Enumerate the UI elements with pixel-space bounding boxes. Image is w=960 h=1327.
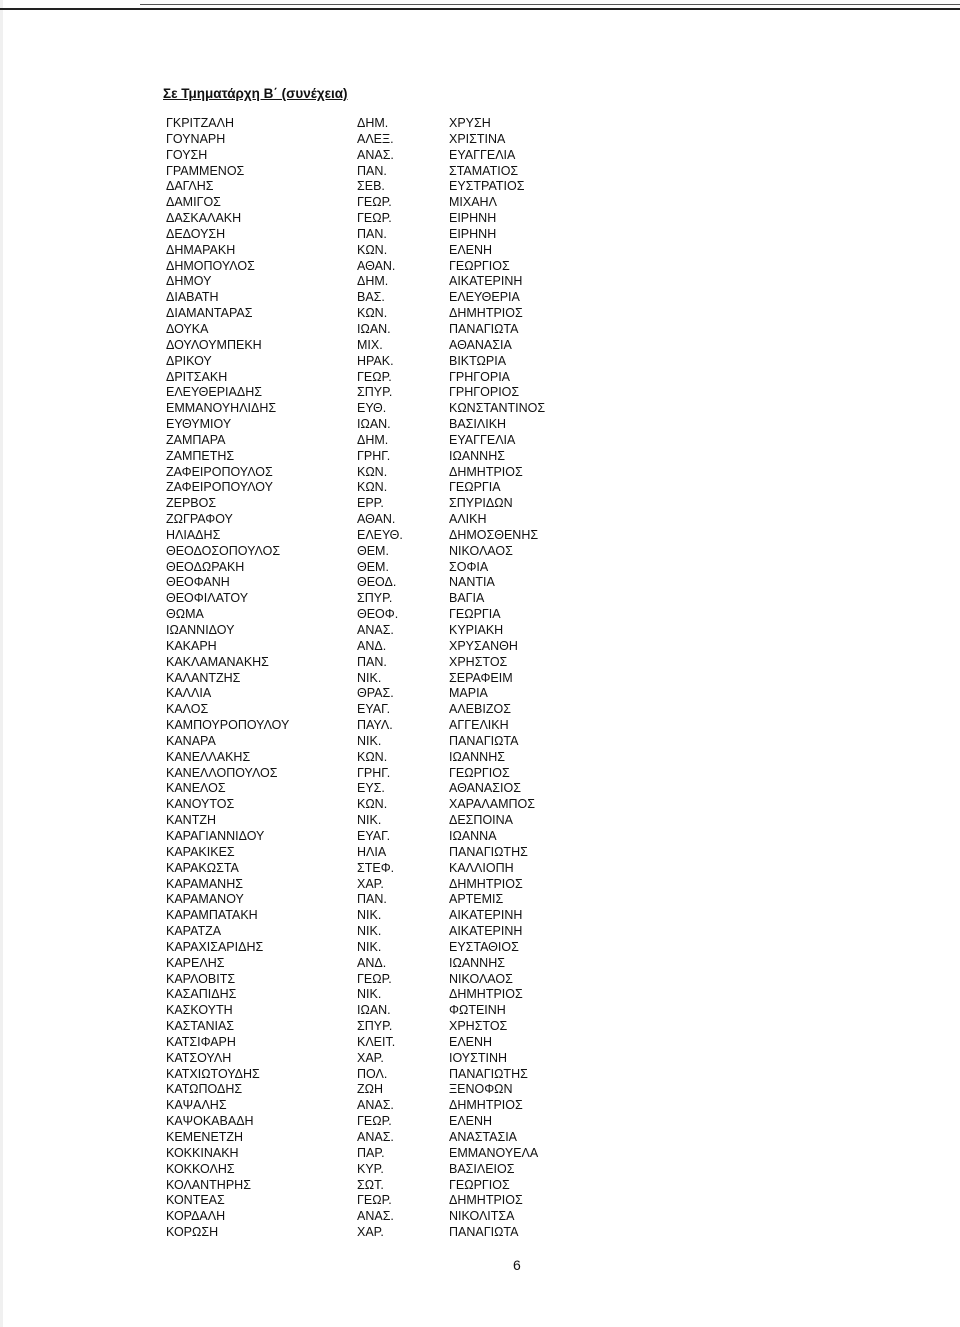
father-name: ΕΥΘ. — [357, 401, 387, 416]
first-name: ΣΠΥΡΙΔΩΝ — [449, 496, 513, 511]
top-scan-line — [140, 4, 960, 5]
father-name: ΝΙΚ. — [357, 670, 382, 685]
first-name: ΒΑΣΙΛΙΚΗ — [449, 417, 507, 432]
list-row — [166, 132, 586, 148]
surname: ΔΑΣΚΑΛΑΚΗ — [166, 211, 242, 226]
father-name: ΕΥΣ. — [357, 781, 385, 796]
list-row — [166, 972, 586, 988]
list-row — [166, 1082, 586, 1098]
section-heading: Σε Τμηματάρχη Β΄ (συνέχεια) — [163, 86, 348, 101]
first-name: ΒΑΣΙΛΕΙΟΣ — [449, 1161, 515, 1176]
surname: ΚΑΚΑΡΗ — [166, 638, 217, 653]
surname: ΔΡΙΤΣΑΚΗ — [166, 369, 228, 384]
surname: ΘΕΟΦΙΛΑΤΟΥ — [166, 591, 249, 606]
surname: ΚΑΡΑΜΑΝΗΣ — [166, 876, 243, 891]
father-name: ΓΕΩΡ. — [357, 1193, 392, 1208]
surname: ΚΕΜΕΝΕΤΖΗ — [166, 1130, 244, 1144]
list-row — [166, 116, 586, 132]
list-row — [166, 908, 586, 924]
father-name: ΑΝΑΣ. — [357, 1130, 394, 1144]
list-row — [166, 750, 586, 766]
father-name: ΔΗΜ. — [357, 116, 389, 130]
list-row — [166, 370, 586, 386]
list-row — [166, 211, 586, 227]
father-name: ΓΕΩΡ. — [357, 971, 392, 986]
first-name: ΒΙΚΤΩΡΙΑ — [449, 353, 507, 368]
father-name: ΔΗΜ. — [357, 432, 389, 447]
surname: ΚΑΡΑΜΠΑΤΑΚΗ — [166, 908, 258, 923]
father-name: ΘΕΟΦ. — [357, 607, 399, 622]
father-name: ΝΙΚ. — [357, 987, 382, 1002]
father-name: ΙΩΑΝ. — [357, 417, 391, 432]
surname: ΓΟΥΣΗ — [166, 147, 208, 162]
first-name: ΣΕΡΑΦΕΙΜ — [449, 670, 513, 685]
first-name: ΔΗΜΗΤΡΙΟΣ — [449, 1193, 523, 1208]
list-row — [166, 306, 586, 322]
surname: ΚΑΛΑΝΤΖΗΣ — [166, 670, 241, 685]
first-name: ΔΗΜΟΣΘΕΝΗΣ — [449, 527, 539, 542]
first-name: ΦΩΤΕΙΝΗ — [449, 1003, 506, 1018]
father-name: ΝΙΚ. — [357, 908, 382, 923]
list-row — [166, 861, 586, 877]
list-row — [166, 845, 586, 861]
father-name: ΠΑΝ. — [357, 163, 387, 178]
surname: ΗΛΙΑΔΗΣ — [166, 527, 221, 542]
list-row — [166, 259, 586, 275]
father-name: ΗΡΑΚ. — [357, 353, 394, 368]
first-name: ΑΘΑΝΑΣΙΑ — [449, 337, 512, 352]
surname: ΖΑΦΕΙΡΟΠΟΥΛΟΥ — [166, 480, 273, 495]
father-name: ΑΝΑΣ. — [357, 623, 394, 637]
first-name: ΕΛΕΝΗ — [449, 242, 493, 257]
first-name: ΑΙΚΑΤΕΡΙΝΗ — [449, 274, 523, 289]
father-name: ΑΘΑΝ. — [357, 258, 396, 273]
surname: ΔΟΥΚΑ — [166, 321, 209, 336]
list-row — [166, 148, 586, 164]
surname: ΔΟΥΛΟΥΜΠΕΚΗ — [166, 337, 262, 352]
first-name: ΓΕΩΡΓΙΟΣ — [449, 258, 510, 273]
father-name: ΙΩΑΝ. — [357, 1003, 391, 1018]
surname: ΚΟΚΚΙΝΑΚΗ — [166, 1145, 239, 1160]
list-row — [166, 512, 586, 528]
father-name: ΚΥΡ. — [357, 1161, 384, 1176]
first-name: ΚΩΝΣΤΑΝΤΙΝΟΣ — [449, 401, 546, 416]
first-name: ΜΙΧΑΗΛ — [449, 195, 497, 210]
father-name: ΕΡΡ. — [357, 496, 384, 511]
father-name: ΧΑΡ. — [357, 1225, 384, 1240]
father-name: ΔΗΜ. — [357, 274, 389, 289]
list-row — [166, 544, 586, 560]
list-row — [166, 338, 586, 354]
surname: ΚΑΤΣΙΦΑΡΗ — [166, 1034, 236, 1049]
list-row — [166, 781, 586, 797]
surname: ΚΑΜΠΟΥΡΟΠΟΥΛΟΥ — [166, 718, 290, 733]
scan-edge — [0, 0, 3, 1327]
first-name: ΑΛΕΒΙΖΟΣ — [449, 702, 511, 717]
father-name: ΠΑΥΛ. — [357, 718, 393, 733]
surname: ΔΡΙΚΟΥ — [166, 353, 212, 368]
list-row — [166, 766, 586, 782]
first-name: ΧΡΥΣΑΝΘΗ — [449, 638, 518, 653]
page-number: 6 — [513, 1257, 521, 1273]
surname: ΖΩΓΡΑΦΟΥ — [166, 512, 233, 527]
surname: ΕΛΕΥΘΕΡΙΑΔΗΣ — [166, 385, 262, 400]
father-name: ΓΕΩΡ. — [357, 195, 392, 210]
list-row — [166, 1162, 586, 1178]
name-list — [166, 116, 586, 1241]
list-row — [166, 354, 586, 370]
surname: ΚΑΛΛΙΑ — [166, 686, 212, 701]
surname: ΖΑΜΠΕΤΗΣ — [166, 448, 235, 463]
first-name: ΧΡΗΣΤΟΣ — [449, 1019, 508, 1034]
surname: ΚΑΡΑΚΩΣΤΑ — [166, 860, 239, 875]
list-row — [166, 227, 586, 243]
surname: ΚΑΤΧΙΩΤΟΥΔΗΣ — [166, 1066, 260, 1081]
list-row — [166, 1098, 586, 1114]
father-name: ΑΝΔ. — [357, 955, 387, 970]
surname: ΚΟΛΑΝΤΗΡΗΣ — [166, 1177, 251, 1192]
surname: ΘΕΟΔΩΡΑΚΗ — [166, 559, 245, 574]
surname: ΘΩΜΑ — [166, 607, 204, 622]
father-name: ΓΕΩΡ. — [357, 369, 392, 384]
surname: ΚΑΡΑΓΙΑΝΝΙΔΟΥ — [166, 828, 265, 843]
surname: ΚΑΣΚΟΥΤΗ — [166, 1003, 233, 1018]
father-name: ΣΤΕΦ. — [357, 860, 395, 875]
first-name: ΔΗΜΗΤΡΙΟΣ — [449, 464, 523, 479]
list-row — [166, 671, 586, 687]
first-name: ΙΩΑΝΝΗΣ — [449, 448, 505, 463]
surname: ΘΕΟΔΟΣΟΠΟΥΛΟΣ — [166, 543, 281, 558]
list-row — [166, 655, 586, 671]
first-name: ΑΓΓΕΛΙΚΗ — [449, 718, 509, 733]
father-name: ΑΘΑΝ. — [357, 512, 396, 527]
first-name: ΔΗΜΗΤΡΙΟΣ — [449, 1098, 523, 1113]
first-name: ΔΗΜΗΤΡΙΟΣ — [449, 876, 523, 891]
list-row — [166, 560, 586, 576]
surname: ΚΑΝΟΥΤΟΣ — [166, 797, 235, 812]
first-name: ΙΟΥΣΤΙΝΗ — [449, 1050, 508, 1065]
list-row — [166, 813, 586, 829]
first-name: ΑΙΚΑΤΕΡΙΝΗ — [449, 908, 523, 923]
first-name: ΞΕΝΟΦΩΝ — [449, 1082, 513, 1097]
surname: ΚΑΝΕΛΛΟΠΟΥΛΟΣ — [166, 765, 278, 780]
first-name: ΓΡΗΓΟΡΙΟΣ — [449, 385, 520, 400]
first-name: ΧΑΡΑΛΑΜΠΟΣ — [449, 797, 535, 812]
surname: ΚΑΡΛΟΒΙΤΣ — [166, 971, 236, 986]
list-row — [166, 401, 586, 417]
list-row — [166, 1193, 586, 1209]
surname: ΔΙΑΒΑΤΗ — [166, 290, 219, 305]
father-name: ΚΩΝ. — [357, 797, 388, 812]
list-row — [166, 274, 586, 290]
father-name: ΠΑΝ. — [357, 892, 387, 907]
first-name: ΣΟΦΙΑ — [449, 559, 489, 574]
list-row — [166, 433, 586, 449]
first-name: ΝΙΚΟΛΑΟΣ — [449, 543, 513, 558]
surname: ΚΑΡΑΜΑΝΟΥ — [166, 892, 244, 907]
first-name: ΑΙΚΑΤΕΡΙΝΗ — [449, 924, 523, 939]
list-row — [166, 1003, 586, 1019]
surname: ΚΑΤΩΠΟΔΗΣ — [166, 1082, 243, 1097]
father-name: ΓΕΩΡ. — [357, 211, 392, 226]
first-name: ΓΕΩΡΓΙΑ — [449, 480, 501, 495]
list-row — [166, 1130, 586, 1146]
surname: ΔΑΜΙΓΟΣ — [166, 195, 221, 210]
list-row — [166, 718, 586, 734]
surname: ΚΑΣΑΠΙΔΗΣ — [166, 987, 237, 1002]
list-row — [166, 987, 586, 1003]
father-name: ΠΑΝ. — [357, 654, 387, 669]
surname: ΚΟΡΔΑΛΗ — [166, 1209, 226, 1224]
list-row — [166, 623, 586, 639]
surname: ΔΗΜΑΡΑΚΗ — [166, 242, 236, 257]
father-name: ΑΝΑΣ. — [357, 1098, 394, 1113]
father-name: ΣΩΤ. — [357, 1177, 384, 1192]
list-row — [166, 195, 586, 211]
surname: ΚΑΡΑΚΙΚΕΣ — [166, 844, 235, 859]
list-row — [166, 956, 586, 972]
list-row — [166, 1019, 586, 1035]
surname: ΔΙΑΜΑΝΤΑΡΑΣ — [166, 306, 253, 321]
list-row — [166, 797, 586, 813]
first-name: ΕΥΣΤΡΑΤΙΟΣ — [449, 179, 525, 194]
list-row — [166, 924, 586, 940]
top-rule — [0, 8, 960, 10]
list-row — [166, 1114, 586, 1130]
list-row — [166, 829, 586, 845]
father-name: ΑΝΑΣ. — [357, 1209, 394, 1224]
surname: ΚΑΚΛΑΜΑΝΑΚΗΣ — [166, 654, 269, 669]
surname: ΖΑΦΕΙΡΟΠΟΥΛΟΣ — [166, 464, 273, 479]
father-name: ΑΛΕΞ. — [357, 131, 394, 146]
surname: ΖΑΜΠΑΡΑ — [166, 432, 226, 447]
father-name: ΘΕΟΔ. — [357, 575, 397, 590]
first-name: ΚΑΛΛΙΟΠΗ — [449, 860, 514, 875]
list-row — [166, 1067, 586, 1083]
first-name: ΔΕΣΠΟΙΝΑ — [449, 813, 514, 828]
surname: ΙΩΑΝΝΙΔΟΥ — [166, 623, 235, 637]
list-row — [166, 639, 586, 655]
surname: ΚΑΤΣΟΥΛΗ — [166, 1050, 232, 1065]
surname: ΓΡΑΜΜΕΝΟΣ — [166, 163, 245, 178]
first-name: ΔΗΜΗΤΡΙΟΣ — [449, 306, 523, 321]
surname: ΚΑΝΤΖΗ — [166, 813, 216, 828]
list-row — [166, 179, 586, 195]
list-row — [166, 465, 586, 481]
first-name: ΕΛΕΥΘΕΡΙΑ — [449, 290, 520, 305]
first-name: ΓΕΩΡΓΙΑ — [449, 607, 501, 622]
father-name: ΣΠΥΡ. — [357, 1019, 393, 1034]
father-name: ΑΝΔ. — [357, 638, 387, 653]
father-name: ΚΩΝ. — [357, 480, 388, 495]
first-name: ΕΥΑΓΓΕΛΙΑ — [449, 432, 516, 447]
surname: ΔΕΔΟΥΣΗ — [166, 226, 226, 241]
list-row — [166, 164, 586, 180]
first-name: ΙΩΑΝΝΑ — [449, 828, 497, 843]
list-row — [166, 892, 586, 908]
first-name: ΧΡΗΣΤΟΣ — [449, 654, 508, 669]
first-name: ΠΑΝΑΓΙΩΤΑ — [449, 1225, 519, 1240]
list-row — [166, 1178, 586, 1194]
father-name: ΑΝΑΣ. — [357, 147, 394, 162]
father-name: ΣΕΒ. — [357, 179, 385, 194]
first-name: ΝΑΝΤΙΑ — [449, 575, 495, 590]
first-name: ΓΕΩΡΓΙΟΣ — [449, 1177, 510, 1192]
father-name: ΙΩΑΝ. — [357, 321, 391, 336]
father-name: ΣΠΥΡ. — [357, 385, 393, 400]
first-name: ΠΑΝΑΓΙΩΤΑ — [449, 321, 519, 336]
first-name: ΙΩΑΝΝΗΣ — [449, 749, 505, 764]
surname: ΓΟΥΝΑΡΗ — [166, 131, 226, 146]
first-name: ΕΛΕΝΗ — [449, 1114, 493, 1129]
first-name: ΙΩΑΝΝΗΣ — [449, 955, 505, 970]
father-name: ΖΩΗ — [357, 1082, 384, 1097]
list-row — [166, 322, 586, 338]
list-row — [166, 1146, 586, 1162]
father-name: ΝΙΚ. — [357, 813, 382, 828]
father-name: ΚΩΝ. — [357, 749, 388, 764]
father-name: ΝΙΚ. — [357, 924, 382, 939]
father-name: ΧΑΡ. — [357, 1050, 384, 1065]
list-row — [166, 1051, 586, 1067]
father-name: ΘΕΜ. — [357, 559, 389, 574]
list-row — [166, 607, 586, 623]
first-name: ΠΑΝΑΓΙΩΤΑ — [449, 733, 519, 748]
first-name: ΠΑΝΑΓΙΩΤΗΣ — [449, 844, 528, 859]
father-name: ΘΕΜ. — [357, 543, 389, 558]
father-name: ΚΩΝ. — [357, 464, 388, 479]
surname: ΚΑΨΑΛΗΣ — [166, 1098, 227, 1113]
surname: ΓΚΡΙΤΖΑΛΗ — [166, 116, 235, 130]
surname: ΚΑΡΑΧΙΣΑΡΙΔΗΣ — [166, 939, 264, 954]
father-name: ΕΥΑΓ. — [357, 828, 391, 843]
surname: ΚΑΡΕΛΗΣ — [166, 955, 225, 970]
father-name: ΓΕΩΡ. — [357, 1114, 392, 1129]
list-row — [166, 575, 586, 591]
list-row — [166, 290, 586, 306]
first-name: ΕΙΡΗΝΗ — [449, 226, 497, 241]
surname: ΚΑΝΑΡΑ — [166, 733, 216, 748]
first-name: ΑΘΑΝΑΣΙΟΣ — [449, 781, 521, 796]
father-name: ΒΑΣ. — [357, 290, 385, 305]
father-name: ΠΑΡ. — [357, 1145, 385, 1160]
first-name: ΚΥΡΙΑΚΗ — [449, 623, 504, 637]
surname: ΚΑΝΕΛΛΑΚΗΣ — [166, 749, 251, 764]
first-name: ΜΑΡΙΑ — [449, 686, 488, 701]
list-row — [166, 496, 586, 512]
list-row — [166, 528, 586, 544]
surname: ΔΑΓΛΗΣ — [166, 179, 214, 194]
first-name: ΣΤΑΜΑΤΙΟΣ — [449, 163, 519, 178]
surname: ΚΟΡΩΣΗ — [166, 1225, 219, 1240]
first-name: ΕΛΕΝΗ — [449, 1034, 493, 1049]
surname: ΕΥΘΥΜΙΟΥ — [166, 417, 232, 432]
list-row — [166, 702, 586, 718]
list-row — [166, 385, 586, 401]
father-name: ΣΠΥΡ. — [357, 591, 393, 606]
father-name: ΝΙΚ. — [357, 733, 382, 748]
first-name: ΕΥΣΤΑΘΙΟΣ — [449, 939, 519, 954]
first-name: ΔΗΜΗΤΡΙΟΣ — [449, 987, 523, 1002]
list-row — [166, 591, 586, 607]
surname: ΚΑΨΟΚΑΒΑΔΗ — [166, 1114, 254, 1129]
first-name: ΓΡΗΓΟΡΙΑ — [449, 369, 511, 384]
father-name: ΓΡΗΓ. — [357, 448, 391, 463]
list-row — [166, 480, 586, 496]
father-name: ΚΛΕΙΤ. — [357, 1034, 396, 1049]
first-name: ΕΜΜΑΝΟΥΕΛΑ — [449, 1145, 539, 1160]
surname: ΔΗΜΟΥ — [166, 274, 212, 289]
list-row — [166, 1035, 586, 1051]
list-row — [166, 417, 586, 433]
father-name: ΘΡΑΣ. — [357, 686, 394, 701]
list-row — [166, 940, 586, 956]
first-name: ΕΙΡΗΝΗ — [449, 211, 497, 226]
list-row — [166, 1225, 586, 1241]
list-row — [166, 1209, 586, 1225]
surname: ΔΗΜΟΠΟΥΛΟΣ — [166, 258, 255, 273]
surname: ΖΕΡΒΟΣ — [166, 496, 217, 511]
first-name: ΑΡΤΕΜΙΣ — [449, 892, 504, 907]
surname: ΚΑΛΟΣ — [166, 702, 209, 717]
surname: ΕΜΜΑΝΟΥΗΛΙΔΗΣ — [166, 401, 277, 416]
father-name: ΧΑΡ. — [357, 876, 384, 891]
father-name: ΠΟΛ. — [357, 1066, 388, 1081]
list-row — [166, 734, 586, 750]
father-name: ΗΛΙΑ — [357, 844, 387, 859]
first-name: ΠΑΝΑΓΙΩΤΗΣ — [449, 1066, 528, 1081]
father-name: ΠΑΝ. — [357, 226, 387, 241]
surname: ΚΑΡΑΤΖΑ — [166, 924, 222, 939]
surname: ΚΟΝΤΕΑΣ — [166, 1193, 225, 1208]
list-row — [166, 877, 586, 893]
father-name: ΚΩΝ. — [357, 242, 388, 257]
father-name: ΚΩΝ. — [357, 306, 388, 321]
first-name: ΑΝΑΣΤΑΣΙΑ — [449, 1130, 518, 1144]
list-row — [166, 243, 586, 259]
first-name: ΕΥΑΓΓΕΛΙΑ — [449, 147, 516, 162]
first-name: ΝΙΚΟΛΑΟΣ — [449, 971, 513, 986]
surname: ΘΕΟΦΑΝΗ — [166, 575, 230, 590]
first-name: ΑΛΙΚΗ — [449, 512, 487, 527]
surname: ΚΑΝΕΛΟΣ — [166, 781, 226, 796]
list-row — [166, 449, 586, 465]
father-name: ΕΥΑΓ. — [357, 702, 391, 717]
father-name: ΕΛΕΥΘ. — [357, 527, 403, 542]
first-name: ΝΙΚΟΛΙΤΣΑ — [449, 1209, 515, 1224]
surname: ΚΟΚΚΟΛΗΣ — [166, 1161, 235, 1176]
father-name: ΝΙΚ. — [357, 939, 382, 954]
first-name: ΒΑΓΙΑ — [449, 591, 485, 606]
father-name: ΜΙΧ. — [357, 337, 383, 352]
list-row — [166, 686, 586, 702]
first-name: ΧΡΙΣΤΙΝΑ — [449, 131, 506, 146]
surname: ΚΑΣΤΑΝΙΑΣ — [166, 1019, 235, 1034]
father-name: ΓΡΗΓ. — [357, 765, 391, 780]
first-name: ΓΕΩΡΓΙΟΣ — [449, 765, 510, 780]
first-name: ΧΡΥΣΗ — [449, 116, 491, 130]
